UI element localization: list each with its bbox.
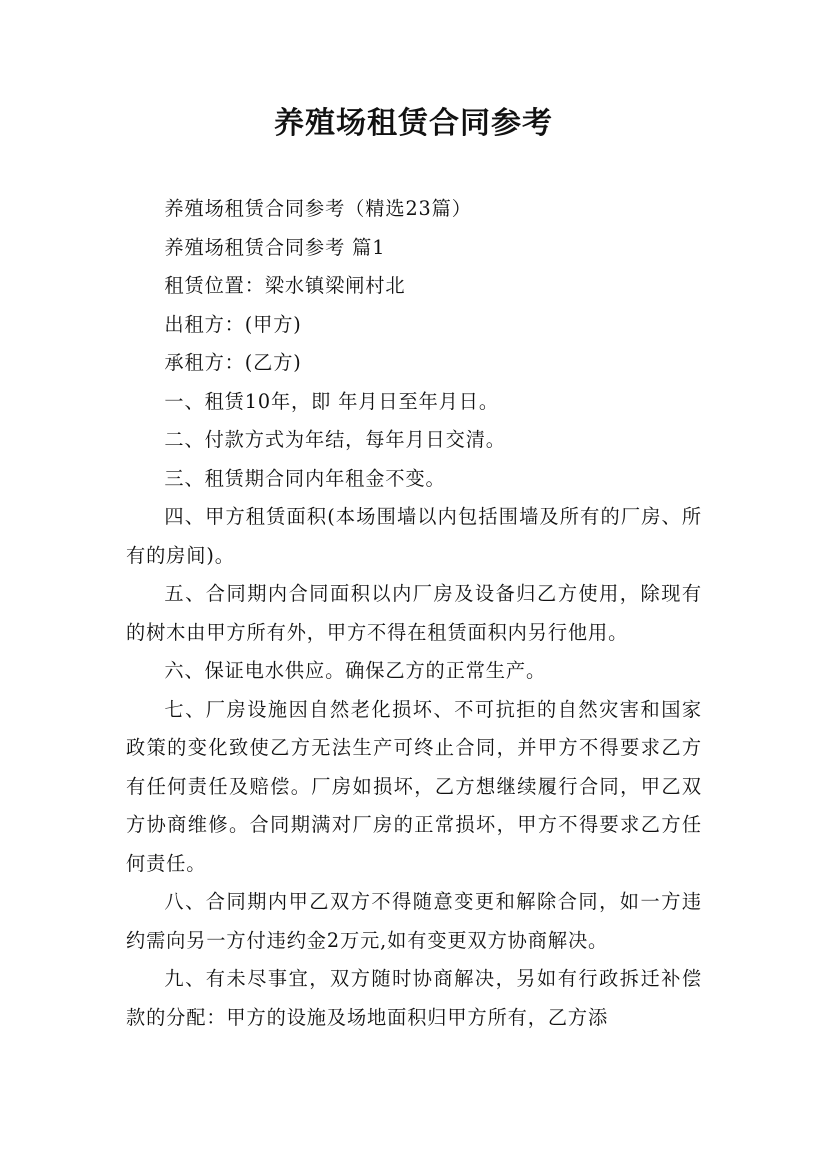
paragraph: 出租方：(甲方) [164,312,302,336]
paragraph: 八、合同期内甲乙双方不得随意变更和解除合同，如一方违约需向另一方付违约金2万元,如有变更双方协商解决。 [126,890,702,952]
paragraph: 承租方：(乙方) [164,351,302,374]
paragraph: 四、甲方租赁面积(本场围墙以内包括围墙及所有的厂房、所有的房间)。 [126,505,702,567]
paragraph: 一、租赁10年，即 年月日至年月日。 [164,389,499,413]
paragraph: 养殖场租赁合同参考 篇1 [164,235,386,259]
paragraph: 二、付款方式为年结，每年月日交清。 [164,428,506,451]
paragraph: 七、厂房设施因自然老化损坏、不可抗拒的自然灾害和国家政策的变化致使乙方无法生产可终止合同，并甲方不得要求乙方有任何责任及赔偿。厂房如损坏，乙方想继续履行合同，甲乙双方协商维修。合同期满对厂房的正常损坏，甲方不得要求乙方任何责任。 [126,697,702,875]
paragraph: 九、有未尽事宜，双方随时协商解决，另如有行政拆迁补偿款的分配：甲方的设施及场地面积归甲方所有，乙方添 [126,967,702,1029]
paragraph: 租赁位置：梁水镇梁闸村北 [164,274,406,297]
document-title: 养殖场租赁合同参考 [274,106,553,141]
paragraph: 五、合同期内合同面积以内厂房及设备归乙方使用，除现有的树木由甲方所有外，甲方不得在租赁面积内另行他用。 [126,582,702,644]
document-body [126,190,702,1037]
paragraph: 养殖场租赁合同参考（精选23篇） [164,197,472,220]
paragraph: 六、保证电水供应。确保乙方的正常生产。 [164,659,547,682]
paragraph: 三、租赁期合同内年租金不变。 [164,466,446,490]
